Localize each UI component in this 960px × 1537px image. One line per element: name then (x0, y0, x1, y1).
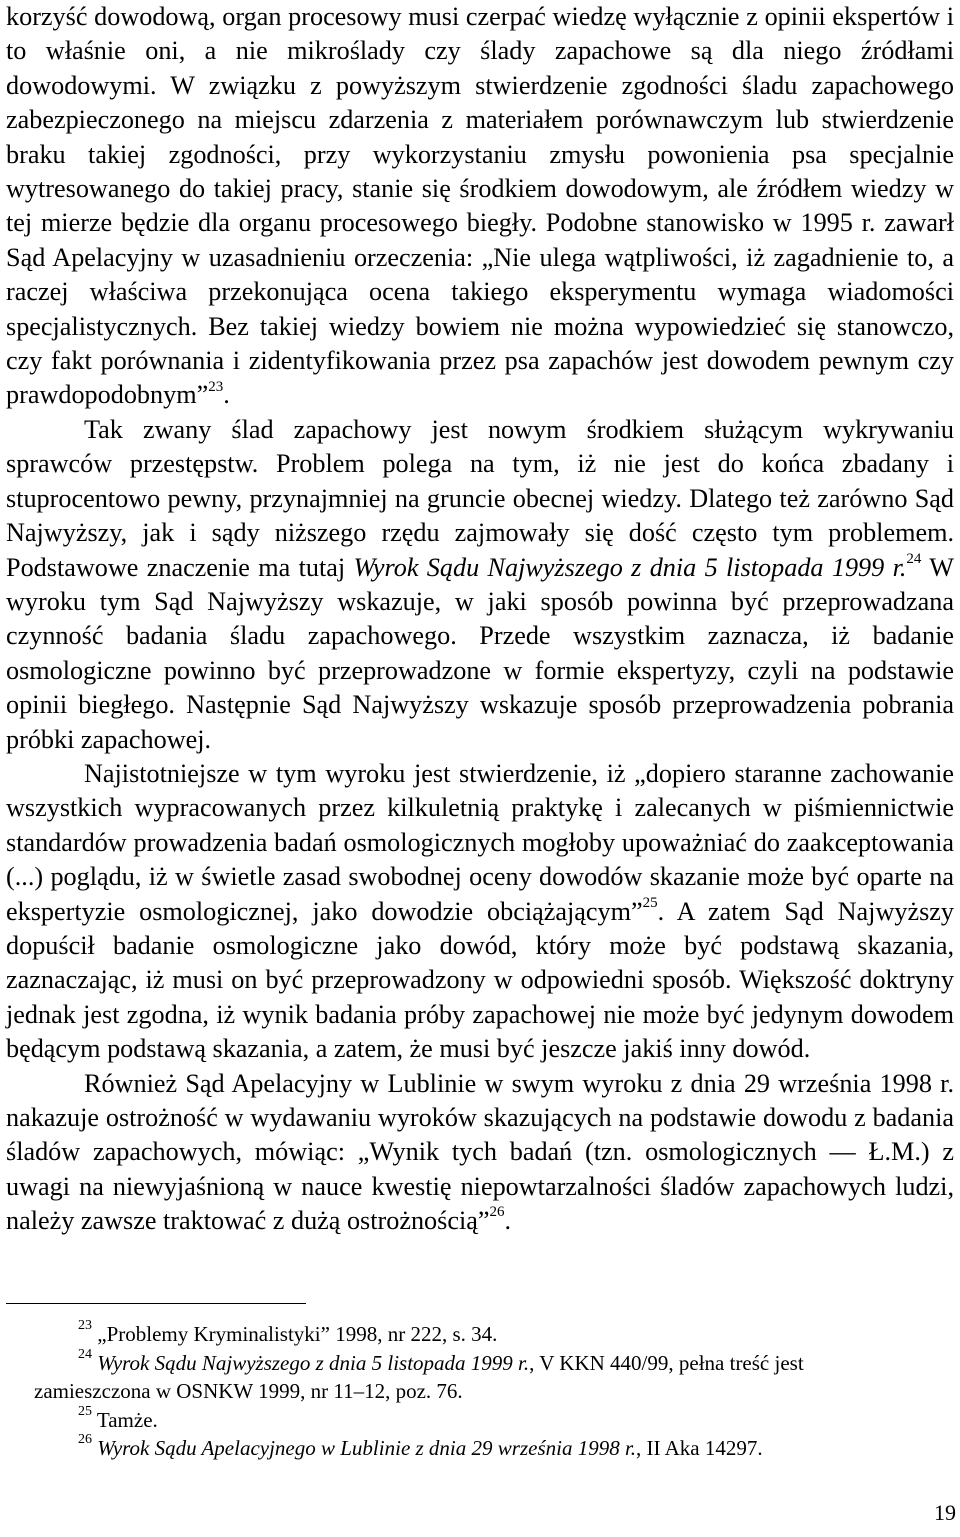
paragraph-3-text-a: Najistotniejsze w tym wyroku jest stwierdzenie, iż „dopiero staranne zachowanie wszystkich wypracowanych przez kilkuletnią praktykę i zalecanych w piśmiennictwie standardów prowadzenia badań osmologicznych mogłoby upoważniać do zaakceptowania (...) poglądu, iż w świetle zasad swobodnej oceny dowodów skazanie może być oparte na ekspertyzie osmologicznej, jako dowodzie obciążającym” (6, 758, 954, 926)
footnote-23 (6, 1320, 954, 1349)
footnote-ref-25[interactable]: 25 (642, 894, 658, 911)
footnote-text: , II Aka 14297. (636, 1436, 763, 1461)
page-number: 19 (934, 1500, 956, 1525)
paragraph-1-text: korzyść dowodową, organ procesowy musi czerpać wiedzę wyłącznie z opinii ekspertów i to właśnie oni, a nie mikroślady czy ślady zapachowe są dla niego źródłami dowodowymi. W związku z powyższym stwierdzenie zgodności śladu zapachowego zabezpieczonego na miejscu zdarzenia z materiałem porównawczym lub stwierdzenie braku takiej zgodności, przy wykorzystaniu zmysłu powonienia psa specjalnie wytresowanego do takiej pracy, stanie się środkiem dowodowym, ale źródłem wiedzy w tej mierze będzie dla organu procesowego biegły. Podobne stanowisko w 1995 r. zawarł Sąd Apelacyjny w uzasadnieniu orzeczenia: „Nie ulega wątpliwości, iż zagadnienie to, a raczej właściwa przekonująca ocena takiego eksperymentu wymaga wiadomości specjalistycznych. Bez takiej wiedzy bowiem nie można wypowiedzieć się stanowczo, czy fakt porównania i zidentyfikowania przez psa zapachów jest dowodem pewnym czy prawdopodobnym” (6, 2, 954, 410)
paragraph-3-text-b: . A zatem Sąd Najwyższy dopuścił badanie osmologiczne jako dowód, który może być podstawą skazania, zaznaczając, iż musi on być przeprowadzony w odpowiedni sposób. Większość doktryny jednak jest zgodna, iż wynik badania próby zapachowej nie może być jedynym dowodem będącym podstawą skazania, a zatem, że musi być jeszcze jakiś inny dowód. (6, 896, 954, 1064)
footnote-number: 25 (78, 1403, 92, 1419)
paragraph-4-text: Również Sąd Apelacyjny w Lublinie w swym wyroku z dnia 29 września 1998 r. nakazuje ostrożność w wydawaniu wyroków skazujących na podstawie dowodu z badania śladów zapachowych, mówiąc: „Wynik tych badań (tzn. osmologicznych — Ł.M.) z uwagi na niewyjaśnioną w nauce kwestię niepowtarzalności śladów zapachowych ludzi, należy zawsze traktować z dużą ostrożnością” (6, 1068, 954, 1236)
footnote-text: zamieszczona w OSNKW 1999, nr 11–12, poz. 76. (34, 1379, 463, 1404)
footnote-ref-24[interactable]: 24 (906, 550, 922, 567)
paragraph-3 (6, 757, 954, 1067)
paragraph-2-text-a: Tak zwany ślad zapachowy jest nowym środkiem służącym wykrywaniu sprawców przestępstw. Problem polega na tym, iż nie jest do końca zbadany i stuprocentowo pewny, przynajmniej na gruncie obecnej wiedzy. Dlatego też zarówno Sąd Najwyższy, jak i sądy niższego rzędu zajmowały się dość często tym problemem. Podstawowe znaczenie ma tutaj (6, 414, 954, 582)
footnote-text: Tamże. (92, 1407, 158, 1432)
paragraph-2 (6, 413, 954, 757)
footnotes (6, 1320, 954, 1463)
footnote-separator (6, 1303, 306, 1304)
paragraph-2-text-b: W wyroku tym Sąd Najwyższy wskazuje, w jaki sposób powinna być przeprowadzana czynność badania śladu zapachowego. Przede wszystkim zaznacza, iż badanie osmologiczne powinno być przeprowadzone w formie ekspertyzy, czyli na podstawie opinii biegłego. Następnie Sąd Najwyższy wskazuje sposób przeprowadzenia pobrania próbki zapachowej. (6, 552, 954, 754)
footnote-24-continuation (6, 1377, 954, 1406)
paragraph-1 (6, 0, 954, 413)
main-text (6, 0, 954, 1239)
footnote-ref-23[interactable]: 23 (208, 378, 224, 395)
footnote-ref-26[interactable]: 26 (489, 1204, 505, 1221)
footnote-26 (6, 1434, 954, 1463)
footnote-text: , V KKN 440/99, pełna treść jest (529, 1350, 804, 1375)
cited-judgment-title: Wyrok Sądu Najwyższego z dnia 5 listopada 1999 r. (353, 552, 907, 582)
footnote-number: 23 (78, 1318, 92, 1333)
paragraph-1-end: . (223, 380, 230, 410)
footnote-italic-title: Wyrok Sądu Apelacyjnego w Lublinie z dnia 29 września 1998 r. (92, 1436, 637, 1461)
paragraph-4 (6, 1067, 954, 1239)
footnote-24 (6, 1346, 954, 1378)
document-page (6, 0, 954, 1461)
footnote-number: 24 (78, 1346, 92, 1362)
footnote-number: 26 (78, 1432, 92, 1448)
footnote-25 (6, 1403, 954, 1435)
footnote-text: „Problemy Kryminalistyki” 1998, nr 222, s. 34. (92, 1322, 498, 1346)
footnote-italic-title: Wyrok Sądu Najwyższego z dnia 5 listopada 1999 r. (92, 1350, 530, 1375)
paragraph-4-end: . (504, 1206, 512, 1236)
